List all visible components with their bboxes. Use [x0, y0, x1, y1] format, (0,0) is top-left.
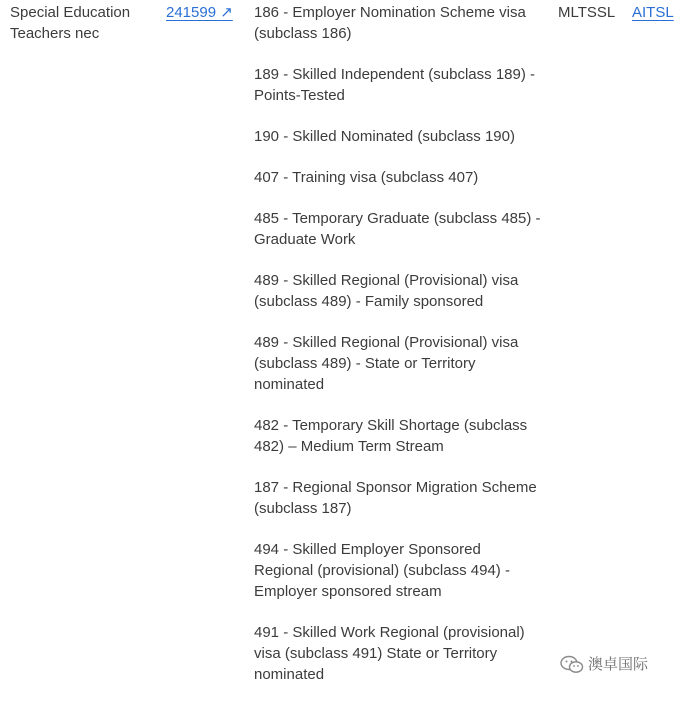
- visa-item: 489 - Skilled Regional (Provisional) visa (subclass 489) - State or Territory nominated: [254, 334, 519, 393]
- anzsco-code-link[interactable]: 241599 ↗: [166, 4, 233, 21]
- visa-item: 407 - Training visa (subclass 407): [254, 169, 479, 186]
- assessing-authority-link[interactable]: AITSL: [632, 4, 674, 21]
- visa-item: 491 - Skilled Work Regional (provisional) visa (subclass 491) State or Territory nominated: [254, 624, 525, 683]
- visa-item: 494 - Skilled Employer Sponsored Regional (provisional) (subclass 494) - Employer sponsored stream: [254, 541, 510, 600]
- skills-list-name: MLTSSL: [558, 4, 616, 21]
- watermark-text: 澳卓国际: [588, 656, 649, 673]
- visa-item: 187 - Regional Sponsor Migration Scheme (subclass 187): [254, 479, 537, 517]
- visa-item: 189 - Skilled Independent (subclass 189) - Points-Tested: [254, 66, 536, 104]
- visa-item: 482 - Temporary Skill Shortage (subclass 482) – Medium Term Stream: [254, 417, 528, 455]
- visa-item: 186 - Employer Nomination Scheme visa (subclass 186): [254, 4, 526, 42]
- visa-item: 190 - Skilled Nominated (subclass 190): [254, 128, 515, 145]
- visa-item: 485 - Temporary Graduate (subclass 485) - Graduate Work: [254, 210, 541, 248]
- watermark: [560, 654, 648, 675]
- occupation-name: [10, 2, 160, 44]
- occupation-line-2: Teachers nec: [10, 25, 100, 42]
- wechat-icon: [560, 655, 584, 675]
- occupation-line-1: Special Education: [10, 4, 131, 21]
- visa-item: 489 - Skilled Regional (Provisional) visa (subclass 489) - Family sponsored: [254, 272, 519, 310]
- eligible-visa-list: [254, 2, 544, 705]
